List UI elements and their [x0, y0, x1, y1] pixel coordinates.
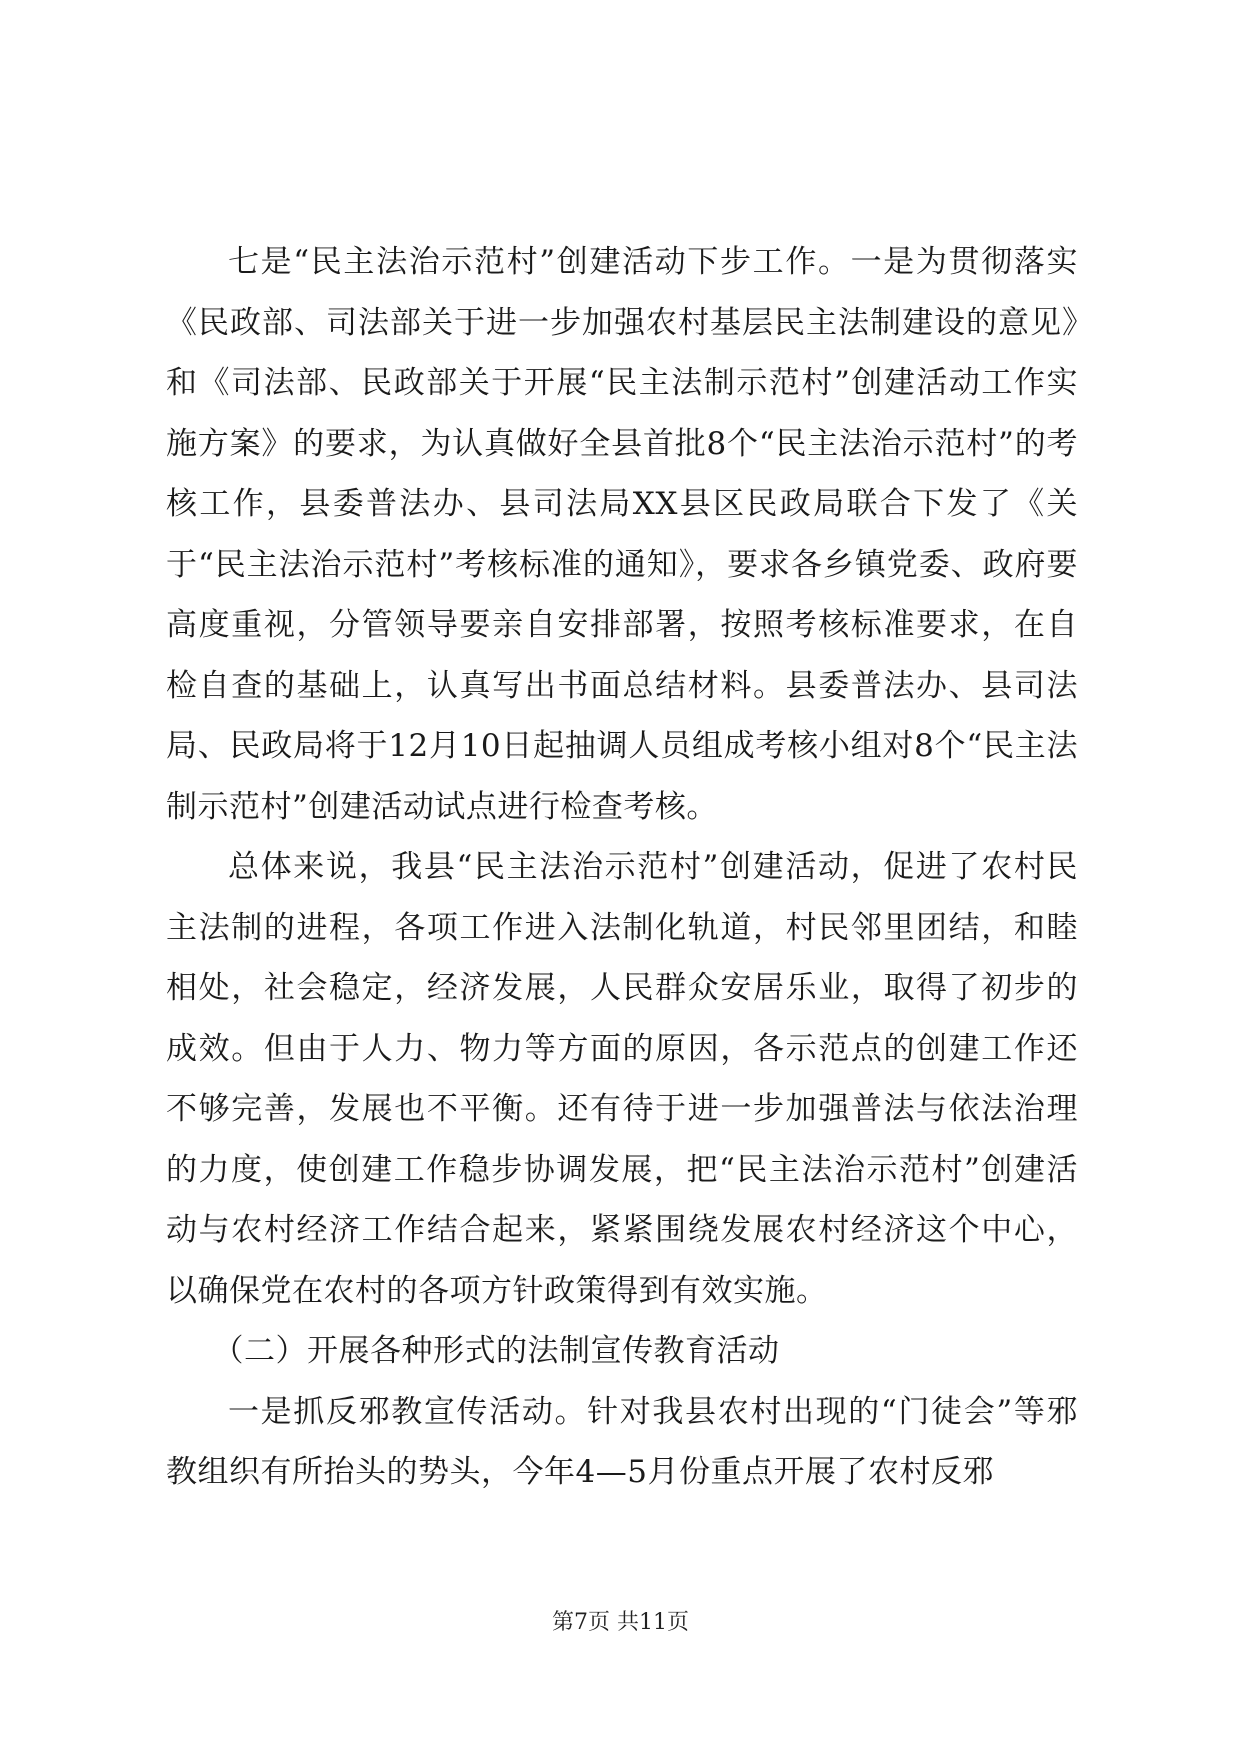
paragraph-overall-summary: 总体来说，我县“民主法治示范村”创建活动，促进了农村民主法制的进程，各项工作进入法制化轨道，村民邻里团结，和睦相处，社会稳定，经济发展，人民群众安居乐业，取得了初步的成效。但由于人力、物力等方面的原因，各示范点的创建工作还不够完善，发展也不平衡。还有待于进一步加强普法与依法治理的力度，使创建工作稳步协调发展，把“民主法治示范村”创建活动与农村经济工作结合起来，紧紧围绕发展农村经济这个中心，以确保党在农村的各项方针政策得到有效实施。 [166, 849, 1078, 1309]
section-heading: （二）开展各种形式的法制宣传教育活动 [212, 1333, 780, 1369]
paragraph-demo-village-next-steps: 七是“民主法治示范村”创建活动下步工作。一是为贯彻落实《民政部、司法部关于进一步加强农村基层民主法制建设的意见》和《司法部、民政部关于开展“民主法制示范村”创建活动工作实施方案》的要求，为认真做好全县首批8个“民主法治示范村”的考核工作，县委普法办、县司法局XX县区民政局联合下发了《关于“民主法治示范村”考核标准的通知》，要求各乡镇党委、政府要高度重视，分管领导要亲自安排部署，按照考核标准要求，在自检自查的基础上，认真写出书面总结材料。县委普法办、县司法局、民政局将于12月10日起抽调人员组成考核小组对8个“民主法制示范村”创建活动试点进行检查考核。 [166, 244, 1078, 825]
document-body [166, 232, 1078, 1503]
paragraph-anti-cult-campaign: 一是抓反邪教宣传活动。针对我县农村出现的“门徒会”等邪教组织有所抬头的势头，今年4—5月份重点开展了农村反邪 [166, 1393, 1078, 1490]
page-number-footer: 第7页 共11页 [552, 1610, 689, 1635]
